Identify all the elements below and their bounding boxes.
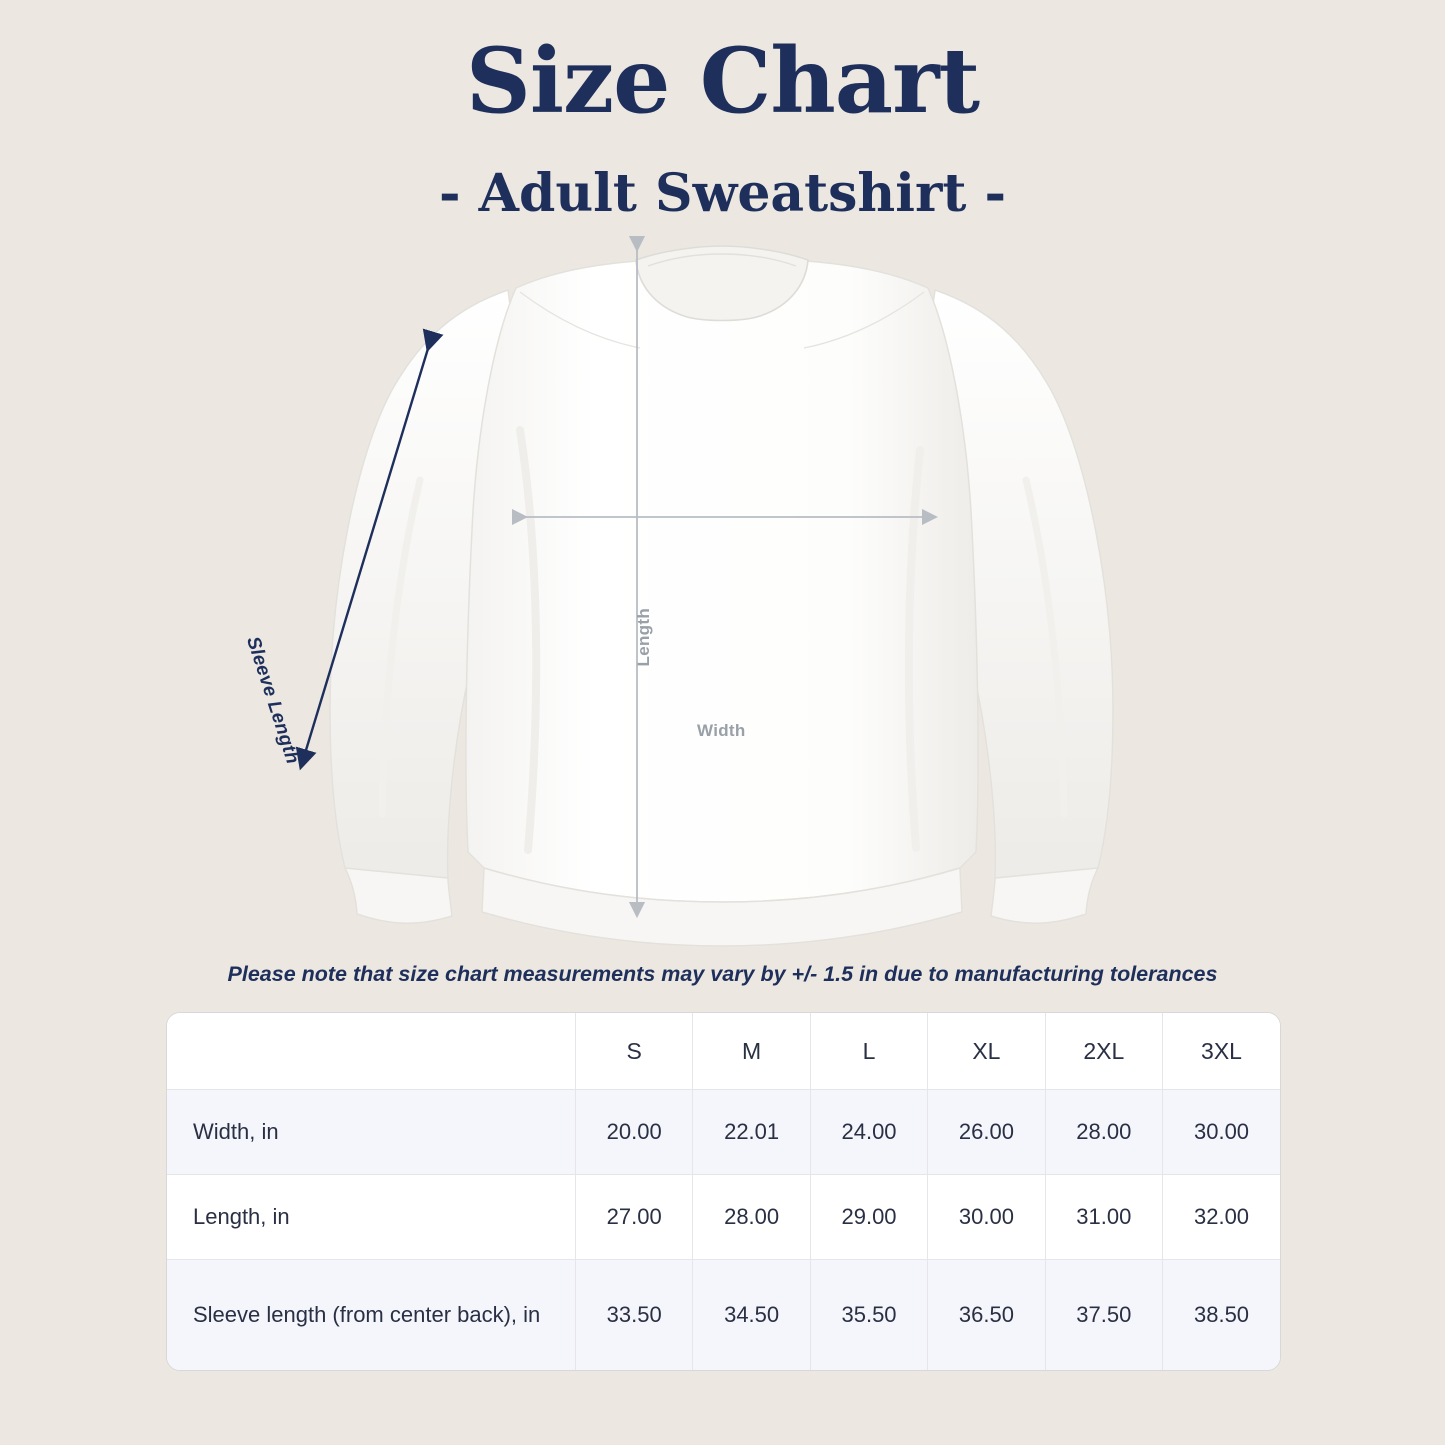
cell-sleeve-xl: 36.50 bbox=[928, 1260, 1045, 1371]
cell-sleeve-2xl: 37.50 bbox=[1045, 1260, 1162, 1371]
table-header-row bbox=[167, 1013, 1280, 1090]
cell-length-2xl: 31.00 bbox=[1045, 1175, 1162, 1260]
table-row bbox=[167, 1260, 1280, 1371]
garment-illustration bbox=[0, 230, 1445, 950]
table-row bbox=[167, 1090, 1280, 1175]
cell-width-s: 20.00 bbox=[576, 1090, 693, 1175]
cell-length-l: 29.00 bbox=[810, 1175, 927, 1260]
length-label: Length bbox=[634, 608, 653, 667]
width-label: Width bbox=[697, 721, 746, 740]
cell-width-l: 24.00 bbox=[810, 1090, 927, 1175]
sleeve-length-label: Sleeve Length bbox=[242, 634, 304, 767]
body bbox=[466, 258, 978, 902]
cell-length-s: 27.00 bbox=[576, 1175, 693, 1260]
cell-width-3xl: 30.00 bbox=[1163, 1090, 1280, 1175]
cell-width-m: 22.01 bbox=[693, 1090, 810, 1175]
row-label-width: Width, in bbox=[167, 1090, 576, 1175]
cell-sleeve-l: 35.50 bbox=[810, 1260, 927, 1371]
page-subtitle: - Adult Sweatshirt - bbox=[438, 163, 1007, 224]
sweatshirt-drawing bbox=[0, 230, 1445, 950]
cell-width-2xl: 28.00 bbox=[1045, 1090, 1162, 1175]
right-cuff bbox=[991, 868, 1098, 923]
table-row bbox=[167, 1175, 1280, 1260]
cell-width-xl: 26.00 bbox=[928, 1090, 1045, 1175]
size-table bbox=[167, 1013, 1280, 1370]
col-header-3xl: 3XL bbox=[1163, 1013, 1280, 1090]
left-cuff bbox=[345, 868, 452, 923]
cell-length-m: 28.00 bbox=[693, 1175, 810, 1260]
col-header-s: S bbox=[576, 1013, 693, 1090]
col-header-2xl: 2XL bbox=[1045, 1013, 1162, 1090]
col-header-xl: XL bbox=[928, 1013, 1045, 1090]
cell-sleeve-m: 34.50 bbox=[693, 1260, 810, 1371]
tolerance-note: Please note that size chart measurements may vary by +/- 1.5 in due to manufacturing tolerances bbox=[227, 962, 1218, 986]
table-corner-cell bbox=[167, 1013, 576, 1090]
row-label-sleeve-length: Sleeve length (from center back), in bbox=[167, 1260, 576, 1371]
row-label-length: Length, in bbox=[167, 1175, 576, 1260]
cell-sleeve-s: 33.50 bbox=[576, 1260, 693, 1371]
page-title: Size Chart bbox=[465, 28, 980, 134]
cell-length-3xl: 32.00 bbox=[1163, 1175, 1280, 1260]
cell-length-xl: 30.00 bbox=[928, 1175, 1045, 1260]
col-header-m: M bbox=[693, 1013, 810, 1090]
cell-sleeve-3xl: 38.50 bbox=[1163, 1260, 1280, 1371]
col-header-l: L bbox=[810, 1013, 927, 1090]
size-table-container bbox=[166, 1012, 1281, 1371]
